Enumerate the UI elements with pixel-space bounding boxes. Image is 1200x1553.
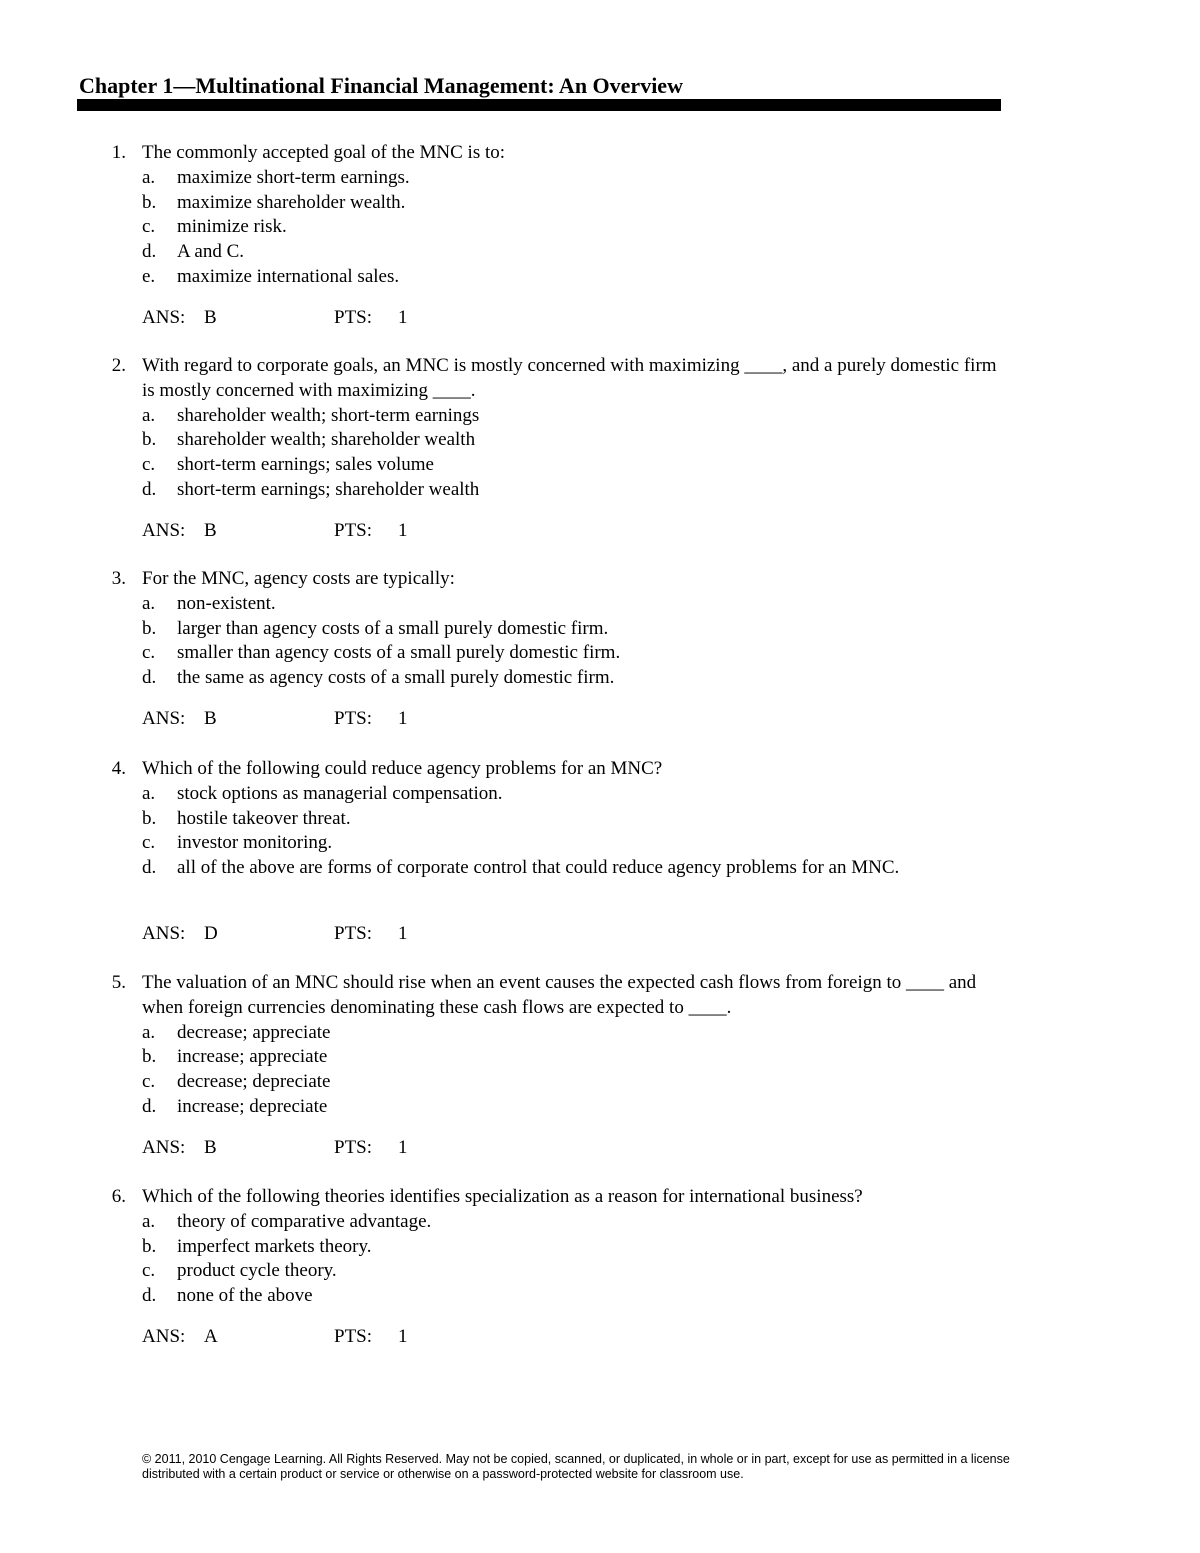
answer-choices (142, 592, 1002, 691)
answer-choices (142, 782, 1002, 881)
answer-choices (142, 404, 1002, 503)
answer-label: ANS: (142, 708, 186, 729)
choice-letter: e. (142, 265, 156, 287)
choice-letter: a. (142, 1021, 156, 1043)
answer-choice (142, 1095, 1002, 1120)
answer-value: A (204, 1326, 218, 1347)
choice-letter: c. (142, 1260, 156, 1282)
points-label: PTS: (334, 922, 373, 944)
answer-choice (142, 617, 1002, 642)
points-value: 1 (398, 519, 408, 541)
answer-key (142, 1325, 742, 1350)
answer-value: B (204, 708, 217, 729)
choice-text: all of the above are forms of corporate control that could reduce agency problems for an MNC. (177, 857, 900, 879)
answer-value: B (204, 1136, 217, 1158)
choice-text: investor monitoring. (177, 832, 333, 854)
answer-key (142, 306, 742, 331)
question-number: 3. (111, 568, 126, 589)
choice-letter: b. (142, 1235, 157, 1257)
copyright-footer: © 2011, 2010 Cengage Learning. All Rights Reserved. May not be copied, scanned, or duplicated, in whole or in part, except for use as permitted in a license distributed with a certain product or service or otherwise on a password-protected website for classroom use. (142, 1452, 1010, 1481)
answer-choice (142, 1235, 1002, 1260)
choice-text: smaller than agency costs of a small purely domestic firm. (177, 642, 621, 664)
choice-letter: d. (142, 478, 157, 500)
answer-label: ANS: (142, 519, 186, 541)
points-label: PTS: (334, 519, 373, 541)
choice-letter: a. (142, 592, 156, 614)
choice-text: shareholder wealth; shareholder wealth (177, 429, 476, 451)
points-value: 1 (398, 708, 408, 729)
choice-text: hostile takeover threat. (177, 807, 351, 829)
question-number: 6. (111, 1186, 126, 1207)
question-number: 5. (111, 972, 126, 993)
answer-choice (142, 1021, 1002, 1046)
choice-letter: c. (142, 454, 156, 476)
choice-text: short-term earnings; shareholder wealth (177, 478, 480, 500)
answer-choice (142, 831, 1002, 856)
choice-text: decrease; depreciate (177, 1071, 331, 1093)
answer-choice (142, 641, 1002, 666)
answer-choice (142, 240, 1002, 265)
answer-choice (142, 592, 1002, 617)
answer-choice (142, 782, 1002, 807)
choice-letter: b. (142, 1046, 157, 1068)
answer-choice (142, 666, 1002, 691)
question-number: 2. (111, 355, 126, 376)
points-label: PTS: (334, 1326, 373, 1347)
choice-letter: b. (142, 429, 157, 451)
choice-letter: b. (142, 617, 157, 639)
choice-text: product cycle theory. (177, 1260, 337, 1282)
choice-letter: a. (142, 166, 156, 188)
answer-choices (142, 1210, 1002, 1309)
choice-letter: c. (142, 642, 156, 664)
choice-text: non-existent. (177, 592, 276, 614)
points-label: PTS: (334, 306, 373, 328)
choice-text: A and C. (177, 241, 245, 263)
question-text: Which of the following theories identifies specialization as a reason for international business? (142, 1186, 863, 1207)
choice-text: short-term earnings; sales volume (177, 454, 434, 476)
answer-choice (142, 1070, 1002, 1095)
choice-letter: c. (142, 216, 156, 238)
answer-choice (142, 478, 1002, 503)
choice-letter: b. (142, 191, 157, 213)
choice-letter: d. (142, 241, 157, 263)
answer-choice (142, 191, 1002, 216)
answer-choice (142, 215, 1002, 240)
choice-text: maximize short-term earnings. (177, 166, 410, 188)
points-label: PTS: (334, 708, 373, 729)
answer-choices (142, 1021, 1002, 1120)
choice-text: none of the above (177, 1285, 313, 1307)
question-text: With regard to corporate goals, an MNC is mostly concerned with maximizing ____, and a purely domestic firm is mostly concerned with maximizing ____. (142, 355, 997, 401)
question-number: 1. (111, 142, 126, 163)
choice-text: shareholder wealth; short-term earnings (177, 404, 480, 426)
answer-choice (142, 807, 1002, 832)
answer-choice (142, 856, 1002, 881)
choice-text: the same as agency costs of a small purely domestic firm. (177, 667, 615, 689)
answer-label: ANS: (142, 1326, 186, 1347)
choice-text: minimize risk. (177, 216, 287, 238)
answer-label: ANS: (142, 922, 186, 944)
answer-choices (142, 166, 1002, 290)
points-value: 1 (398, 1136, 408, 1158)
choice-text: maximize international sales. (177, 265, 400, 287)
choice-letter: a. (142, 782, 156, 804)
answer-choice (142, 1284, 1002, 1309)
answer-key (142, 519, 742, 544)
answer-choice (142, 404, 1002, 429)
answer-key (142, 1136, 742, 1161)
points-value: 1 (398, 922, 408, 944)
choice-text: increase; depreciate (177, 1095, 328, 1117)
choice-letter: d. (142, 1285, 157, 1307)
answer-choice (142, 1045, 1002, 1070)
choice-letter: b. (142, 807, 157, 829)
answer-value: B (204, 519, 217, 541)
points-value: 1 (398, 1326, 408, 1347)
title-rule (77, 99, 1001, 111)
choice-letter: a. (142, 404, 156, 426)
answer-choice (142, 166, 1002, 191)
choice-letter: a. (142, 1210, 156, 1232)
choice-text: decrease; appreciate (177, 1021, 331, 1043)
question-text: The commonly accepted goal of the MNC is to: (142, 142, 506, 163)
question-text: For the MNC, agency costs are typically: (142, 568, 455, 589)
choice-letter: d. (142, 857, 157, 879)
answer-value: D (204, 922, 218, 944)
question-number: 4. (111, 758, 126, 779)
page-title: Chapter 1—Multinational Financial Management: An Overview (79, 73, 683, 98)
answer-choice (142, 1259, 1002, 1284)
choice-text: theory of comparative advantage. (177, 1210, 432, 1232)
choice-text: increase; appreciate (177, 1046, 328, 1068)
choice-letter: d. (142, 667, 157, 689)
answer-label: ANS: (142, 1136, 186, 1158)
points-label: PTS: (334, 1136, 373, 1158)
points-value: 1 (398, 306, 408, 328)
answer-label: ANS: (142, 306, 186, 328)
choice-text: maximize shareholder wealth. (177, 191, 406, 213)
choice-letter: d. (142, 1095, 157, 1117)
answer-value: B (204, 306, 217, 328)
choice-text: imperfect markets theory. (177, 1235, 372, 1257)
answer-key (142, 922, 742, 947)
answer-choice (142, 428, 1002, 453)
answer-choice (142, 1210, 1002, 1235)
answer-key (142, 707, 742, 732)
choice-text: stock options as managerial compensation. (177, 782, 503, 804)
answer-choice (142, 453, 1002, 478)
question-text: The valuation of an MNC should rise when an event causes the expected cash flows from foreign to ____ and when foreign currencies denominating these cash flows are expected to ____. (142, 972, 977, 1018)
choice-letter: c. (142, 832, 156, 854)
answer-choice (142, 265, 1002, 290)
choice-text: larger than agency costs of a small purely domestic firm. (177, 617, 609, 639)
question-text: Which of the following could reduce agency problems for an MNC? (142, 758, 663, 779)
choice-letter: c. (142, 1071, 156, 1093)
